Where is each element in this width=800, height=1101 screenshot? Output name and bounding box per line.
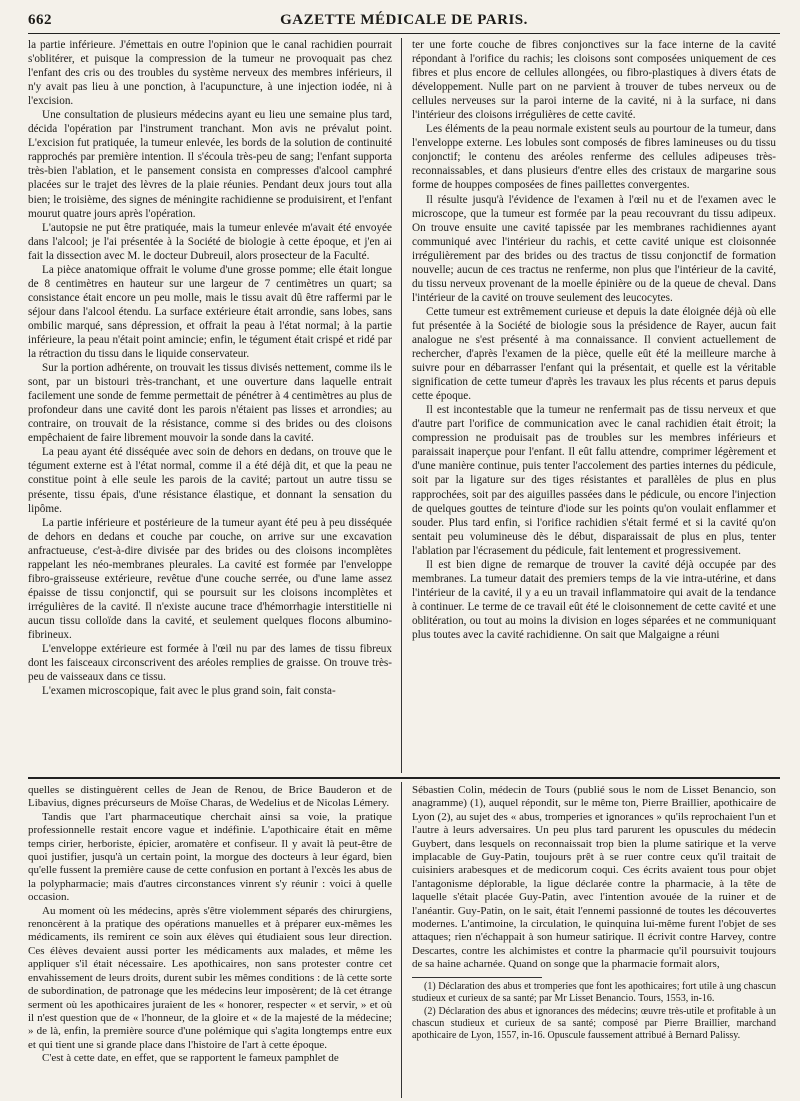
- header-rule: [28, 33, 780, 34]
- paragraph: L'examen microscopique, fait avec le plus grand soin, fait consta-: [42, 685, 336, 698]
- column-divider: [401, 38, 402, 773]
- page-number: 662: [28, 12, 52, 28]
- paragraph: L'enveloppe extérieure est formée à l'œil nu par des lames de tissu fibreux dont les faisceaux circonscrivent des aréoles remplies de graisse. On trouve très-peu de vaisseaux dans ce tissu.: [28, 643, 392, 684]
- paragraph: Cette tumeur est extrêmement curieuse et depuis la date éloignée déjà où elle fut présentée à la Société de biologie sous la présidence de Rayer, aucun fait analogue ne s'est présenté à ma connaissance. Il convient actuellement de rechercher, d'après l'examen de la pièce, quelle eût été la meilleure marche à suivre pour en débarrasser l'enfant qui la présentait, et quelle est la véritable signification de cette tumeur d'après les travaux les plus récents et parus depuis cette époque.: [412, 305, 776, 403]
- article-column-right: [412, 38, 776, 770]
- article-column-left: [28, 38, 392, 770]
- paragraph: ter une forte couche de fibres conjonctives sur la face interne de la cavité répondant à l'orifice du rachis; les cloisons sont composées uniquement de ces fibres et plus encore de cellules allongées, ou fibro-plastiques à divers états de développement. Nulle part on ne parvient à trouver de tubes nerveux ou de cellules nerveuses sur la paroi interne de la cavité, ni à la surface, ni dans l'intérieur des cloisons irrégulières de cette cavité.: [412, 39, 776, 122]
- paragraph: Tandis que l'art pharmaceutique cherchait ainsi sa voie, la pratique professionnelle restait encore vague et indéfinie. L'apothicaire était en même temps cirier, herboriste, épicier, aromatère et confiseur. Il y avait là peut-être de quoi justifier, jusqu'à un certain point, la morgue des docteurs à leur égard, bien qu'elle fussent la première cause de cette confusion en portant à l'excès les abus de la polypharmacie; mais d'autres circonstances vinrent s'y réunir : voici à quelle occasion.: [28, 810, 392, 904]
- paragraph: C'est à cette date, en effet, que se rapportent le fameux pamphlet de: [42, 1052, 339, 1065]
- journal-title: GAZETTE MÉDICALE DE PARIS.: [280, 12, 528, 28]
- paragraph: La pièce anatomique offrait le volume d'une grosse pomme; elle était longue de 8 centimètres en hauteur sur une largeur de 7 centimètres un quart; sa consistance était encore un peu molle, mais le tissu avait dû être raffermi par le séjour dans l'alcool étendu. La surface extérieure était arrondie, sans lobes, sans ombilic marqué, sans dépression, et offrait la peau à l'état normal; à la partie inférieure, la peau n'était point amincie; enfin, le tégument était crispé et ridé par la rétraction du tissu dans le liquide conservateur.: [28, 263, 392, 361]
- feuilleton-column-right: [412, 784, 776, 1096]
- footnote: (2) Déclaration des abus et ignorances des médecins; œuvre très-utile et profitable à un chascun studieux et curieux de sa santé; composé par Pierre Braillier, marchand apothicaire de Lyon, 1557, in-16. Opuscule faussement attribué à Bernard Palissy.: [412, 1005, 776, 1042]
- paragraph: La partie inférieure et postérieure de la tumeur ayant été peu à peu disséquée de dehors en dedans et couche par couche, on arrive sur une excavation anfractueuse, c'est-à-dire divisée par des brides ou des cloisons incomplètes rappelant les néo-membranes pleurales. La cavité est formée par l'enveloppe fibro-graisseuse extérieure, revêtue d'une couche serrée, ou d'une lame assez épaisse de tissu conjonctif, qui se poursuit sur les cloisons incomplètes et irrégulières de la cavité. Il n'existe aucune trace d'hémorrhagie interstitielle ni aucun tissu colloïde dans la cavité, et seulement quelques flocons albumino-fibrineux.: [28, 516, 392, 641]
- footnote: (1) Déclaration des abus et tromperies que font les apothicaires; fort utile à ung chascun studieux et curieux de sa santé; par Mr Lisset Benancio. Tours, 1553, in-16.: [412, 980, 776, 1005]
- paragraph: Il est incontestable que la tumeur ne renfermait pas de tissu nerveux et que d'autre part l'orifice de communication avec le canal rachidien était étroit; la compression ne produisait pas de troubles sur les membres inférieurs et paraissait inaperçue pour l'enfant. Il eût fallu attendre, comprimer légèrement et d'une manière continue, puis tenter l'accolement des parties internes du pédicule, soit par la ligature sur des tiges résistantes et parallèles de plus en plus rapprochées, soit par des aiguilles passées dans le pédicule, ou encore l'injection de quelques gouttes de teinture d'iode sur les points qu'on voulait enflammer et souder. Plus tard enfin, si l'orifice rachidien s'était fermé et si la cavité qu'on sentait peu volumineuse dès le début, disparaissait de plus en plus, tenter l'ablation par l'écrasement du pédicule, fait lentement et progressivement.: [412, 404, 776, 557]
- paragraph: quelles se distinguèrent celles de Jean de Renou, de Brice Bauderon et de Libavius, dignes précurseurs de Moïse Charas, de Wedelius et de Nicolas Lémery.: [28, 784, 392, 810]
- page-header: [28, 8, 780, 34]
- paragraph: Les éléments de la peau normale existent seuls au pourtour de la tumeur, dans l'enveloppe externe. Les lobules sont composés de fibres lamineuses ou du tissu conjonctif; le contenu des aréoles renferme des cellules adipeuses très-reconnaissables, et dans plusieurs d'entre elles des cristaux de margarine sous forme de houppes composées de fines paillettes convergentes.: [412, 123, 776, 192]
- paragraph: L'autopsie ne put être pratiquée, mais la tumeur enlevée m'avait été envoyée dans l'alcool; je l'ai présentée à la Société de biologie à cette époque, et j'en ai fait la dissection avec M. le docteur Dubreuil, alors prosecteur de la Faculté.: [28, 221, 392, 262]
- footnote-rule: [412, 977, 542, 978]
- feuilleton-column-left: [28, 784, 392, 1096]
- paragraph: Sébastien Colin, médecin de Tours (publié sous le nom de Lisset Benancio, son anagramme) (1), auquel répondit, sur le même ton, Pierre Braillier, apothicaire de Lyon (2), au sujet des « abus, tromperies et ignorances » qu'ils reprochaient l'un et l'autre à leurs adversaires. Un peu plus tard parurent les opuscules du médecin Guybert, dans lesquels on reconnaissait trop bien la plume satirique et la verve implacable de Guy-Patin, toujours prêt à se ruer contre ceux qu'il traitait de cuisiniers arabesques et de medicorum coqui. Ces écrits avaient tous pour objet l'antagonisme déplorable, la ligue déclarée contre la pharmacie, à la tête de laquelle s'était placée Guy-Patin, avec l'intention avouée de la ruiner et de l'anéantir. Guy-Patin, on le sait, était l'ennemi passionné de toutes les découvertes modernes. L'antimoine, la circulation, le quinquina lui-même furent l'objet de ses attaques; rien n'échappait à son humeur satirique. Il écrivit contre Harvey, contre Descartes, contre les alchimistes et contre la pharmacie qu'il poursuivit toujours de sa haine acharnée. Quand on songe que la pharmacie formait alors,: [412, 784, 776, 971]
- paragraph: Sur la portion adhérente, on trouvait les tissus divisés nettement, comme ils le sont, par un bistouri très-tranchant, et une ouverture dans laquelle entrait facilement une sonde de femme permettait de pénétrer à 4 centimètres au plus de profondeur dans une cavité dont les parois n'étaient pas lisses et arrondies; au contraire, on trouvait de la résistance, comme si des brides ou des cloisons empêchaient de faire librement mouvoir la sonde dans la cavité.: [28, 362, 392, 445]
- paragraph: Une consultation de plusieurs médecins ayant eu lieu une semaine plus tard, décida l'opération par l'instrument tranchant. Mon avis ne prévalut point. L'excision fut pratiquée, la tumeur enlevée, les bords de la solution de continuité rapprochés par première intention. Il s'écoula très-peu de sang; l'enfant supporta très-bien l'ablation, et le pansement consista en compresses d'alcool camphré placées sur le trajet des lèvres de la plaie réunies. Pendant deux jours tout alla bien; le troisième, des signes de méningite rachidienne se produisirent, et l'enfant mourut quatre jours après l'opération.: [28, 109, 392, 220]
- paragraph: La peau ayant été disséquée avec soin de dehors en dedans, on trouve que le tégument externe est à l'état normal, comme il a été déjà dit, et que la peau ne constitue point à elle seule les parois de la cavité; partout un autre tissu se présente, tissu épais, d'une résistance élastique, et donnant la sensation du lipôme.: [28, 446, 392, 515]
- paragraph: Au moment où les médecins, après s'être violemment séparés des chirurgiens, renoncèrent à la pratique des opérations manuelles et à préparer eux-mêmes les médicaments, ils remirent ce soin aux élèves qui étudiaient sous leur direction. Ces élèves devaient aussi porter les médicaments aux malades, et même les appliquer s'il était nécessaire. Les apothicaires, non sans protester contre cet envahissement de leurs droits, durent subir les mêmes conditions : de là cette sorte de subordination, de patronage que les médecins leur imposèrent; de là cet étrange serment où les apothicaires juraient de les « honorer, respecter « et servir, » et où il n'est question que de « l'honneur, de la gloire et « de la majesté de la médecine; » de là, enfin, la première source d'une polémique qui s'agita longtemps entre eux et qui tient une si grande place dans l'histoire de l'art à cette époque.: [28, 904, 392, 1051]
- section-divider: [28, 777, 780, 779]
- paragraph: la partie inférieure. J'émettais en outre l'opinion que le canal rachidien pourrait s'oblitérer, et puisque la compression de la tumeur ne provoquait pas chez l'enfant des cris ou des troubles du système nerveux des membres inférieurs, il n'y avait pas lieu à une ponction, à l'acupuncture, à une injection iodée, ni à l'excision.: [28, 39, 392, 108]
- paragraph: Il est bien digne de remarque de trouver la cavité déjà occupée par des membranes. La tumeur datait des premiers temps de la vie intra-utérine, et dans l'intérieur de la cavité, il y a eu un travail inflammatoire qui avait de la tendance à continuer. Le terme de ce travail eût été le cloisonnement de cette cavité et une oblitération, ou tout au moins la division en loges séparées et ne communiquant plus toutes avec la cavité rachidienne. On sait que Malgaigne a réuni: [412, 558, 776, 641]
- footnotes: [412, 981, 776, 1043]
- column-divider: [401, 782, 402, 1098]
- paragraph: Il résulte jusqu'à l'évidence de l'examen à l'œil nu et de l'examen avec le microscope, que la tumeur est formée par la peau recouvrant du tissu adipeux. On trouve ensuite une cavité tapissée par les membranes rachidiennes ayant communiqué avec l'intérieur du rachis, et cette cavité unique est cloisonnée irrégulièrement par des brides ou des tractus de tissu conjonctif de formation nouvelle; aucun de ces tractus ne renferme, non plus que l'intérieur de la cavité, du tissu nerveux provenant de la moelle épinière ou de la queue de cheval. Dans l'intérieur de la cavité on trouve seulement des leucocytes.: [412, 193, 776, 304]
